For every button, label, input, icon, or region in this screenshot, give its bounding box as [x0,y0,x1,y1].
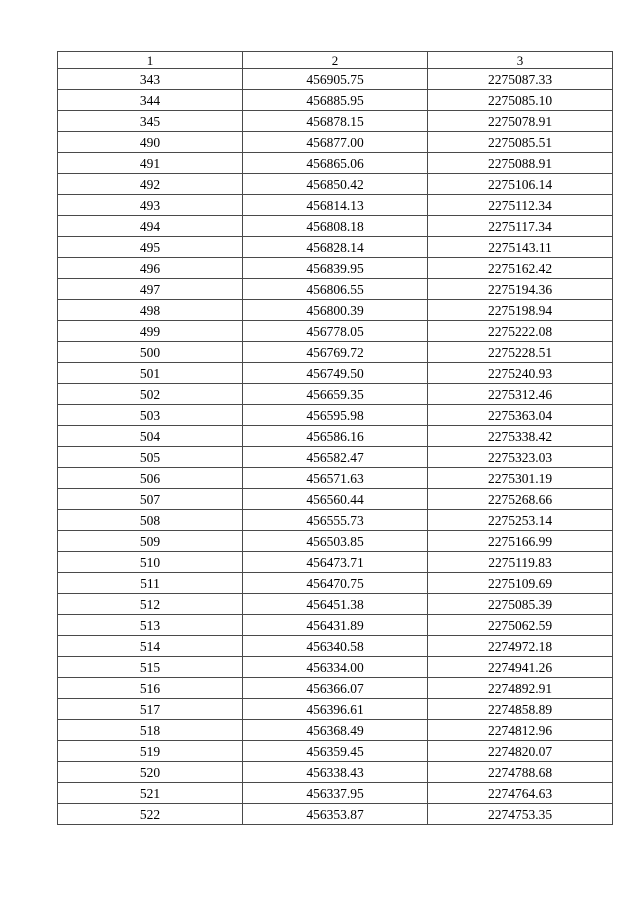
table-row [58,426,613,447]
y-coordinate-cell: 2275268.66 [428,489,613,510]
x-coordinate-cell: 456808.18 [243,216,428,237]
point-number-cell: 520 [58,762,243,783]
y-coordinate-cell: 2275109.69 [428,573,613,594]
table-row [58,510,613,531]
column-header-1: 1 [58,52,243,69]
y-coordinate-cell: 2275312.46 [428,384,613,405]
y-coordinate-cell: 2275363.04 [428,405,613,426]
x-coordinate-cell: 456470.75 [243,573,428,594]
y-coordinate-cell: 2275087.33 [428,69,613,90]
point-number-cell: 519 [58,741,243,762]
y-coordinate-cell: 2275143.11 [428,237,613,258]
table-row [58,405,613,426]
point-number-cell: 502 [58,384,243,405]
table-row [58,300,613,321]
point-number-cell: 515 [58,657,243,678]
y-coordinate-cell: 2275228.51 [428,342,613,363]
y-coordinate-cell: 2275166.99 [428,531,613,552]
point-number-cell: 522 [58,804,243,825]
y-coordinate-cell: 2274972.18 [428,636,613,657]
point-number-cell: 345 [58,111,243,132]
x-coordinate-cell: 456778.05 [243,321,428,342]
table-row [58,216,613,237]
y-coordinate-cell: 2274941.26 [428,657,613,678]
x-coordinate-cell: 456451.38 [243,594,428,615]
x-coordinate-cell: 456586.16 [243,426,428,447]
table-row [58,489,613,510]
table-row [58,363,613,384]
x-coordinate-cell: 456806.55 [243,279,428,300]
table-body [58,69,613,825]
table-row [58,552,613,573]
point-number-cell: 344 [58,90,243,111]
table-header [58,52,613,69]
table-row [58,195,613,216]
x-coordinate-cell: 456359.45 [243,741,428,762]
coordinates-table [57,51,613,825]
table-row [58,90,613,111]
x-coordinate-cell: 456571.63 [243,468,428,489]
x-coordinate-cell: 456885.95 [243,90,428,111]
column-header-3: 3 [428,52,613,69]
point-number-cell: 511 [58,573,243,594]
y-coordinate-cell: 2275194.36 [428,279,613,300]
point-number-cell: 507 [58,489,243,510]
x-coordinate-cell: 456396.61 [243,699,428,720]
x-coordinate-cell: 456431.89 [243,615,428,636]
x-coordinate-cell: 456582.47 [243,447,428,468]
point-number-cell: 501 [58,363,243,384]
y-coordinate-cell: 2275162.42 [428,258,613,279]
y-coordinate-cell: 2275085.51 [428,132,613,153]
x-coordinate-cell: 456878.15 [243,111,428,132]
y-coordinate-cell: 2275323.03 [428,447,613,468]
column-header-2: 2 [243,52,428,69]
x-coordinate-cell: 456839.95 [243,258,428,279]
point-number-cell: 495 [58,237,243,258]
y-coordinate-cell: 2275062.59 [428,615,613,636]
y-coordinate-cell: 2274812.96 [428,720,613,741]
x-coordinate-cell: 456334.00 [243,657,428,678]
point-number-cell: 343 [58,69,243,90]
y-coordinate-cell: 2275240.93 [428,363,613,384]
table-row [58,258,613,279]
x-coordinate-cell: 456800.39 [243,300,428,321]
point-number-cell: 498 [58,300,243,321]
x-coordinate-cell: 456368.49 [243,720,428,741]
y-coordinate-cell: 2275253.14 [428,510,613,531]
y-coordinate-cell: 2275085.39 [428,594,613,615]
y-coordinate-cell: 2274753.35 [428,804,613,825]
point-number-cell: 503 [58,405,243,426]
x-coordinate-cell: 456340.58 [243,636,428,657]
table-row [58,174,613,195]
header-row [58,52,613,69]
y-coordinate-cell: 2275112.34 [428,195,613,216]
x-coordinate-cell: 456877.00 [243,132,428,153]
point-number-cell: 514 [58,636,243,657]
point-number-cell: 496 [58,258,243,279]
point-number-cell: 490 [58,132,243,153]
x-coordinate-cell: 456366.07 [243,678,428,699]
point-number-cell: 494 [58,216,243,237]
x-coordinate-cell: 456353.87 [243,804,428,825]
y-coordinate-cell: 2275078.91 [428,111,613,132]
point-number-cell: 504 [58,426,243,447]
point-number-cell: 499 [58,321,243,342]
table-row [58,573,613,594]
point-number-cell: 492 [58,174,243,195]
point-number-cell: 509 [58,531,243,552]
table-row [58,783,613,804]
table-row [58,447,613,468]
table-row [58,342,613,363]
table-row [58,279,613,300]
x-coordinate-cell: 456337.95 [243,783,428,804]
table-row [58,531,613,552]
table-row [58,636,613,657]
x-coordinate-cell: 456828.14 [243,237,428,258]
x-coordinate-cell: 456560.44 [243,489,428,510]
x-coordinate-cell: 456659.35 [243,384,428,405]
y-coordinate-cell: 2275085.10 [428,90,613,111]
table-row [58,153,613,174]
table-row [58,69,613,90]
table-row [58,594,613,615]
y-coordinate-cell: 2275088.91 [428,153,613,174]
x-coordinate-cell: 456555.73 [243,510,428,531]
table-row [58,384,613,405]
y-coordinate-cell: 2274820.07 [428,741,613,762]
table-row [58,741,613,762]
point-number-cell: 508 [58,510,243,531]
table-row [58,699,613,720]
y-coordinate-cell: 2274892.91 [428,678,613,699]
table-row [58,468,613,489]
point-number-cell: 518 [58,720,243,741]
x-coordinate-cell: 456749.50 [243,363,428,384]
table-row [58,321,613,342]
x-coordinate-cell: 456905.75 [243,69,428,90]
point-number-cell: 510 [58,552,243,573]
table-row [58,657,613,678]
x-coordinate-cell: 456850.42 [243,174,428,195]
table-row [58,132,613,153]
point-number-cell: 497 [58,279,243,300]
x-coordinate-cell: 456503.85 [243,531,428,552]
x-coordinate-cell: 456865.06 [243,153,428,174]
point-number-cell: 506 [58,468,243,489]
point-number-cell: 493 [58,195,243,216]
y-coordinate-cell: 2275301.19 [428,468,613,489]
y-coordinate-cell: 2275106.14 [428,174,613,195]
table-row [58,111,613,132]
y-coordinate-cell: 2275117.34 [428,216,613,237]
point-number-cell: 513 [58,615,243,636]
table-row [58,762,613,783]
table-row [58,615,613,636]
y-coordinate-cell: 2275119.83 [428,552,613,573]
table-row [58,237,613,258]
y-coordinate-cell: 2274788.68 [428,762,613,783]
x-coordinate-cell: 456769.72 [243,342,428,363]
point-number-cell: 516 [58,678,243,699]
y-coordinate-cell: 2275198.94 [428,300,613,321]
point-number-cell: 500 [58,342,243,363]
x-coordinate-cell: 456338.43 [243,762,428,783]
table-row [58,720,613,741]
point-number-cell: 521 [58,783,243,804]
y-coordinate-cell: 2274764.63 [428,783,613,804]
x-coordinate-cell: 456814.13 [243,195,428,216]
table-row [58,804,613,825]
x-coordinate-cell: 456473.71 [243,552,428,573]
point-number-cell: 512 [58,594,243,615]
y-coordinate-cell: 2275222.08 [428,321,613,342]
point-number-cell: 505 [58,447,243,468]
y-coordinate-cell: 2274858.89 [428,699,613,720]
y-coordinate-cell: 2275338.42 [428,426,613,447]
table-row [58,678,613,699]
point-number-cell: 517 [58,699,243,720]
point-number-cell: 491 [58,153,243,174]
x-coordinate-cell: 456595.98 [243,405,428,426]
